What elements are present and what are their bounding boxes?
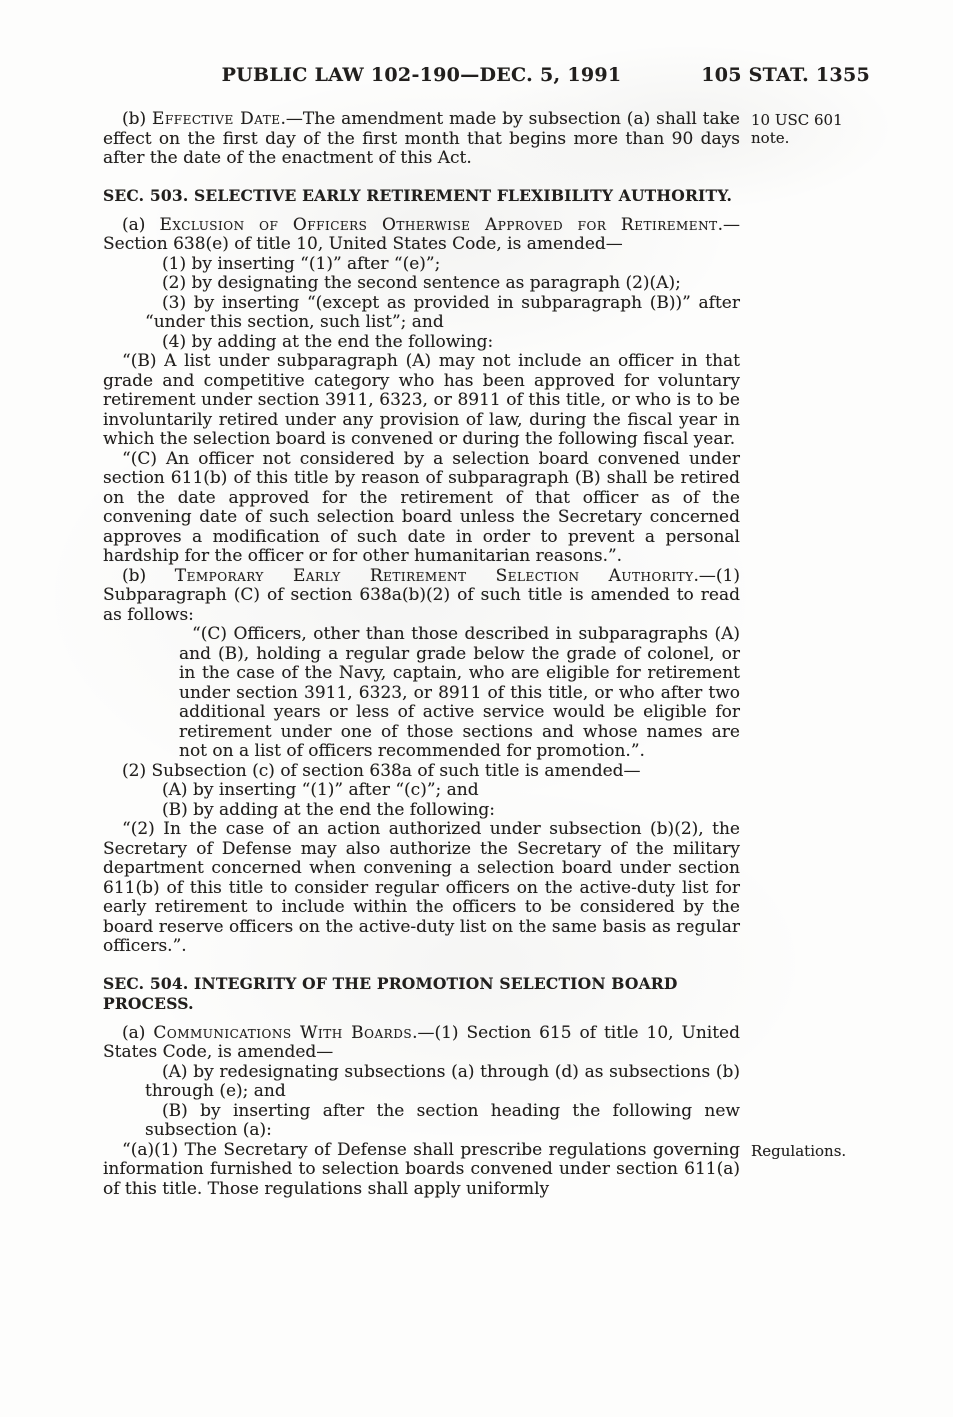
paragraph-text: “(a)(1) The Secretary of Defense shall prescribe regulations governing information furnished to selection boards convened under section 611(a) of this title. Those regulations shall apply uniformly	[103, 1139, 740, 1199]
amendment-item-2: (2) by designating the second sentence as paragraph (2)(A);	[162, 273, 681, 293]
quoted-subpara-c-officers: “(C) Officers, other than those described in subparagraphs (A) and (B), holding a regular grade below the grade of colonel, or in the case of the Navy, captain, who are eligible for retirement under section 3911, 6323, or 8911 of this title, or who after two additional years or less of active service would be eligible for retirement under one of those sections and whose names are not on a list of officers recommended for promotion.”.	[179, 624, 740, 761]
paragraph-text: .—(1) Subparagraph (C) of section 638a(b)(2) of such title is amended to read as follows:	[103, 565, 740, 625]
section-503-heading: SEC. 503. SELECTIVE EARLY RETIREMENT FLEXIBILITY AUTHORITY.	[103, 185, 733, 205]
paragraph-item-2-subsection-c: (2) Subsection (c) of section 638a of such title is amended—	[122, 760, 641, 781]
paragraph-label: (a)	[122, 1022, 154, 1043]
paragraph-effective-date	[103, 109, 843, 169]
amendment-item-504-b: (B) by inserting after the section heading the following new subsection (a):	[145, 1100, 740, 1140]
running-head-title: PUBLIC LAW 102-190—DEC. 5, 1991	[221, 64, 622, 86]
paragraph-subpara-c: “(C) An officer not considered by a selection board convened under section 611(b) of this title by reason of subparagraph (B) shall be retired on the date approved for the retirement of that officer as of the convening date of such selection board unless the Secretary concerned approves a modification of such date in order to prevent a personal hardship for the officer or for other humanitarian reasons.”.	[103, 448, 740, 566]
amendment-item-b: (B) by adding at the end the following:	[162, 799, 495, 820]
paragraph-a1-regulations	[103, 1139, 847, 1200]
amendment-item-1: (1) by inserting “(1)” after “(e)”;	[162, 253, 441, 274]
margin-note-regulations: Regulations.	[751, 1141, 847, 1160]
paragraph-temporary-authority	[103, 567, 740, 626]
paragraph-text: .—(1) Section 615 of title 10, United States Code, is amended—	[103, 1022, 740, 1062]
smallcaps-temporary: Temporary Early Retirement Selection Authority	[174, 565, 694, 586]
amendment-item-4: (4) by adding at the end the following:	[162, 331, 494, 352]
paragraph-2-in-case: “(2) In the case of an action authorized under subsection (b)(2), the Secretary of Defense may also authorize the Secretary of the military department concerned when convening a selection board under section 611(b) of this title to consider regular officers on the active-duty list for early retirement to include within the officers to be considered by the board reserve officers on the active-duty list on the same basis as regular officers.”.	[103, 819, 740, 956]
paragraph-subpara-b: “(B) A list under subparagraph (A) may not include an officer in that grade and competitive category who has been approved for voluntary retirement under section 3911, 6323, or 8911 of this title, or who is to be involuntarily retired under any provision of law, during the fiscal year in which the selection board is convened or during the following fiscal year.	[103, 351, 740, 449]
paragraph-label: (b)	[122, 109, 153, 129]
margin-note-usc: 10 USC 601 note.	[751, 111, 843, 147]
paragraph-label: (b)	[122, 565, 175, 586]
amendment-item-a: (A) by inserting “(1)” after “(c)”; and	[162, 780, 479, 800]
paragraph-text: .—Section 638(e) of title 10, United States Code, is amended—	[103, 214, 740, 254]
paragraph-exclusion	[103, 216, 740, 255]
smallcaps-communications: Communications With Boards	[153, 1022, 413, 1043]
amendment-item-3: (3) by inserting “(except as provided in subparagraph (B))” after “under this section, such list”; and	[145, 292, 740, 332]
smallcaps-effective-date: Effective Date	[152, 109, 281, 129]
smallcaps-exclusion: Exclusion of Officers Otherwise Approved for Retirement	[159, 214, 718, 235]
stat-page-number: 105 STAT. 1355	[701, 64, 870, 86]
paragraph-label: (a)	[122, 214, 160, 235]
section-504-heading: SEC. 504. INTEGRITY OF THE PROMOTION SELECTION BOARD PROCESS.	[103, 973, 678, 1013]
amendment-item-504-a: (A) by redesignating subsections (a) through (d) as subsections (b) through (e); and	[145, 1061, 740, 1101]
paragraph-communications	[103, 1024, 740, 1063]
paragraph-text: .—The amendment made by subsection (a) shall take effect on the first day of the first month that begins more than 90 days after the date of the enactment of this Act.	[103, 109, 740, 168]
